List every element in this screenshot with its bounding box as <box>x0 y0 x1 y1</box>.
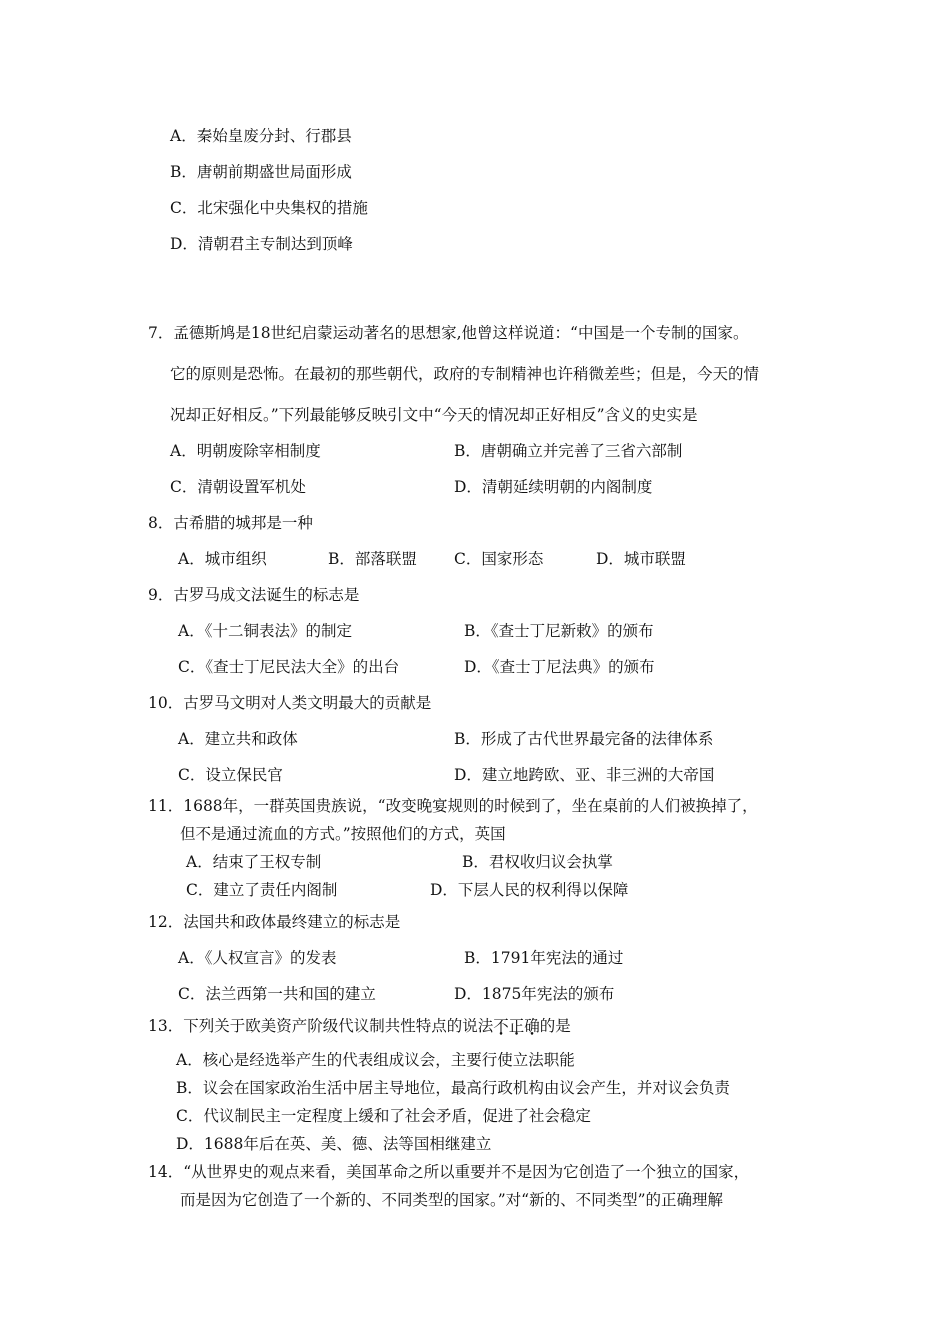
q13-option-d: D．1688年后在英、美、德、法等国相继建立 <box>176 1135 492 1153</box>
q7-option-b: B．唐朝确立并完善了三省六部制 <box>454 442 683 460</box>
q10-stem: 10．古罗马文明对人类文明最大的贡献是 <box>148 694 432 712</box>
q13-emphasis-char-1: 不 <box>493 1017 509 1035</box>
q13-option-b: B．议会在国家政治生活中居主导地位，最高行政机构由议会产生，并对议会负责 <box>176 1079 730 1097</box>
q12-option-c: C．法兰西第一共和国的建立 <box>178 985 376 1003</box>
q13-stem-tail: 的是 <box>539 1017 571 1035</box>
q14-stem-line-1: 14．“从世界史的观点来看，美国革命之所以重要并不是因为它创造了一个独立的国家， <box>148 1163 750 1181</box>
q7-stem-line-1: 7．孟德斯鸠是18世纪启蒙运动著名的思想家,他曾这样说道：“中国是一个专制的国家。 <box>148 324 749 342</box>
q9-option-a: A．《十二铜表法》的制定 <box>178 622 352 640</box>
q12-stem: 12．法国共和政体最终建立的标志是 <box>148 913 401 931</box>
q13-emphasis-char-2: 正 <box>508 1017 525 1035</box>
q11-option-b: B．君权收归议会执掌 <box>462 853 613 871</box>
q13-option-a: A．核心是经选举产生的代表组成议会，主要行使立法职能 <box>176 1051 575 1069</box>
q11-stem-line-2: 但不是通过流血的方式。”按照他们的方式，英国 <box>180 825 506 843</box>
q14-stem-line-2: 而是因为它创造了一个新的、不同类型的国家。”对“新的、不同类型”的正确理解 <box>180 1191 724 1209</box>
q6-option-c: C．北宋强化中央集权的措施 <box>170 199 368 217</box>
q8-stem: 8．古希腊的城邦是一种 <box>148 514 313 532</box>
q11-stem-line-1: 11．1688年，一群英国贵族说，“改变晚宴规则的时候到了，坐在桌前的人们被换掉了， <box>148 797 758 815</box>
q10-option-a: A．建立共和政体 <box>178 730 298 748</box>
q7-stem-line-3: 况却正好相反。”下列最能够反映引文中“今天的情况却正好相反”含义的史实是 <box>170 406 698 424</box>
q7-option-d: D．清朝延续明朝的内阁制度 <box>454 478 653 496</box>
q10-option-d: D．建立地跨欧、亚、非三洲的大帝国 <box>454 766 715 784</box>
q8-option-d: D．城市联盟 <box>596 550 686 568</box>
q13-stem-text: 13．下列关于欧美资产阶级代议制共性特点的说法 <box>148 1017 494 1035</box>
q9-option-d: D．《查士丁尼法典》的颁布 <box>464 658 655 676</box>
q12-option-a: A．《人权宣言》的发表 <box>178 949 337 967</box>
q8-option-b: B．部落联盟 <box>328 550 417 568</box>
q13-option-c: C．代议制民主一定程度上缓和了社会矛盾，促进了社会稳定 <box>176 1107 591 1125</box>
q12-option-b: B．1791年宪法的通过 <box>464 949 624 967</box>
q11-option-d: D．下层人民的权利得以保障 <box>430 881 629 899</box>
q13-emphasis-char-3: 确 <box>524 1017 540 1035</box>
q13-stem <box>148 1016 571 1036</box>
q6-option-b: B．唐朝前期盛世局面形成 <box>170 163 352 181</box>
q11-option-a: A．结束了王权专制 <box>186 853 322 871</box>
q11-option-c: C．建立了责任内阁制 <box>186 881 338 899</box>
q8-option-c: C．国家形态 <box>454 550 544 568</box>
q12-option-d: D．1875年宪法的颁布 <box>454 985 615 1003</box>
q7-stem-line-2: 它的原则是恐怖。在最初的那些朝代，政府的专制精神也许稍微差些；但是，今天的情 <box>170 365 760 383</box>
q10-option-b: B．形成了古代世界最完备的法律体系 <box>454 730 714 748</box>
q9-stem: 9．古罗马成文法诞生的标志是 <box>148 586 360 604</box>
q7-option-c: C．清朝设置军机处 <box>170 478 306 496</box>
q10-option-c: C．设立保民官 <box>178 766 283 784</box>
q6-option-d: D．清朝君主专制达到顶峰 <box>170 235 353 253</box>
q6-option-a: A．秦始皇废分封、行郡县 <box>170 127 352 145</box>
q7-option-a: A．明朝废除宰相制度 <box>170 442 321 460</box>
q9-option-b: B．《查士丁尼新敕》的颁布 <box>464 622 654 640</box>
q8-option-a: A．城市组织 <box>178 550 267 568</box>
q9-option-c: C．《查士丁尼民法大全》的出台 <box>178 658 400 676</box>
